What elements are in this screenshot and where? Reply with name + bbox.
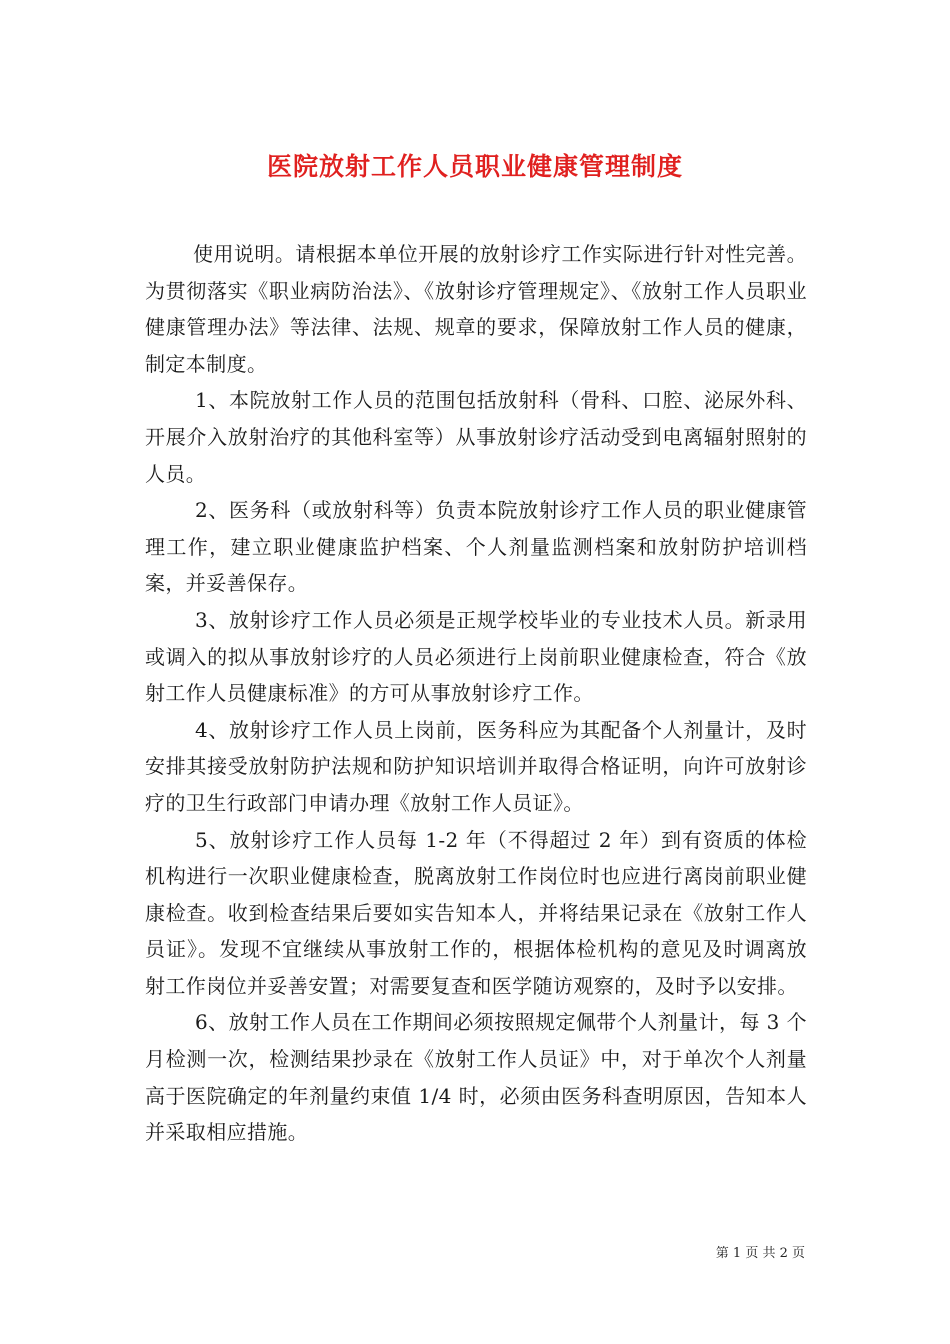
paragraph-item-6: 6、放射工作人员在工作期间必须按照规定佩带个人剂量计，每 3 个月检测一次，检测结果抄录在《放射工作人员证》中，对于单次个人剂量高于医院确定的年剂量约束值 1/4 时，必须由医务科查明原因，告知本人并采取相应措施。: [145, 1010, 807, 1145]
paragraph-item-1: 1、本院放射工作人员的范围包括放射科（骨科、口腔、泌尿外科、开展介入放射治疗的其他科室等）从事放射诊疗活动受到电离辐射照射的人员。: [145, 388, 807, 486]
paragraph-item-2: 2、医务科（或放射科等）负责本院放射诊疗工作人员的职业健康管理工作，建立职业健康监护档案、个人剂量监测档案和放射防护培训档案，并妥善保存。: [145, 498, 807, 596]
paragraph-item-4: 4、放射诊疗工作人员上岗前，医务科应为其配备个人剂量计，及时安排其接受放射防护法规和防护知识培训并取得合格证明，向许可放射诊疗的卫生行政部门申请办理《放射工作人员证》。: [145, 717, 807, 815]
paragraph-intro: 使用说明。请根据本单位开展的放射诊疗工作实际进行针对性完善。为贯彻落实《职业病防治法》、《放射诊疗管理规定》、《放射工作人员职业健康管理办法》等法律、法规、规章的要求，保障放射工作人员的健康，制定本制度。: [145, 242, 807, 376]
document-body: [145, 236, 807, 1151]
paragraph-item-5: 5、放射诊疗工作人员每 1-2 年（不得超过 2 年）到有资质的体检机构进行一次职业健康检查，脱离放射工作岗位时也应进行离岗前职业健康检查。收到检查结果后要如实告知本人，并将结果记录在《放射工作人员证》。发现不宜继续从事放射工作的，根据体检机构的意见及时调离放射工作岗位并妥善安置；对需要复查和医学随访观察的，及时予以安排。: [145, 827, 807, 998]
page-title: 医院放射工作人员职业健康管理制度: [266, 151, 683, 181]
paragraph-item-3: 3、放射诊疗工作人员必须是正规学校毕业的专业技术人员。新录用或调入的拟从事放射诊疗的人员必须进行上岗前职业健康检查，符合《放射工作人员健康标准》的方可从事放射诊疗工作。: [145, 607, 807, 706]
page-number: 第 1 页 共 2 页: [715, 1246, 805, 1261]
